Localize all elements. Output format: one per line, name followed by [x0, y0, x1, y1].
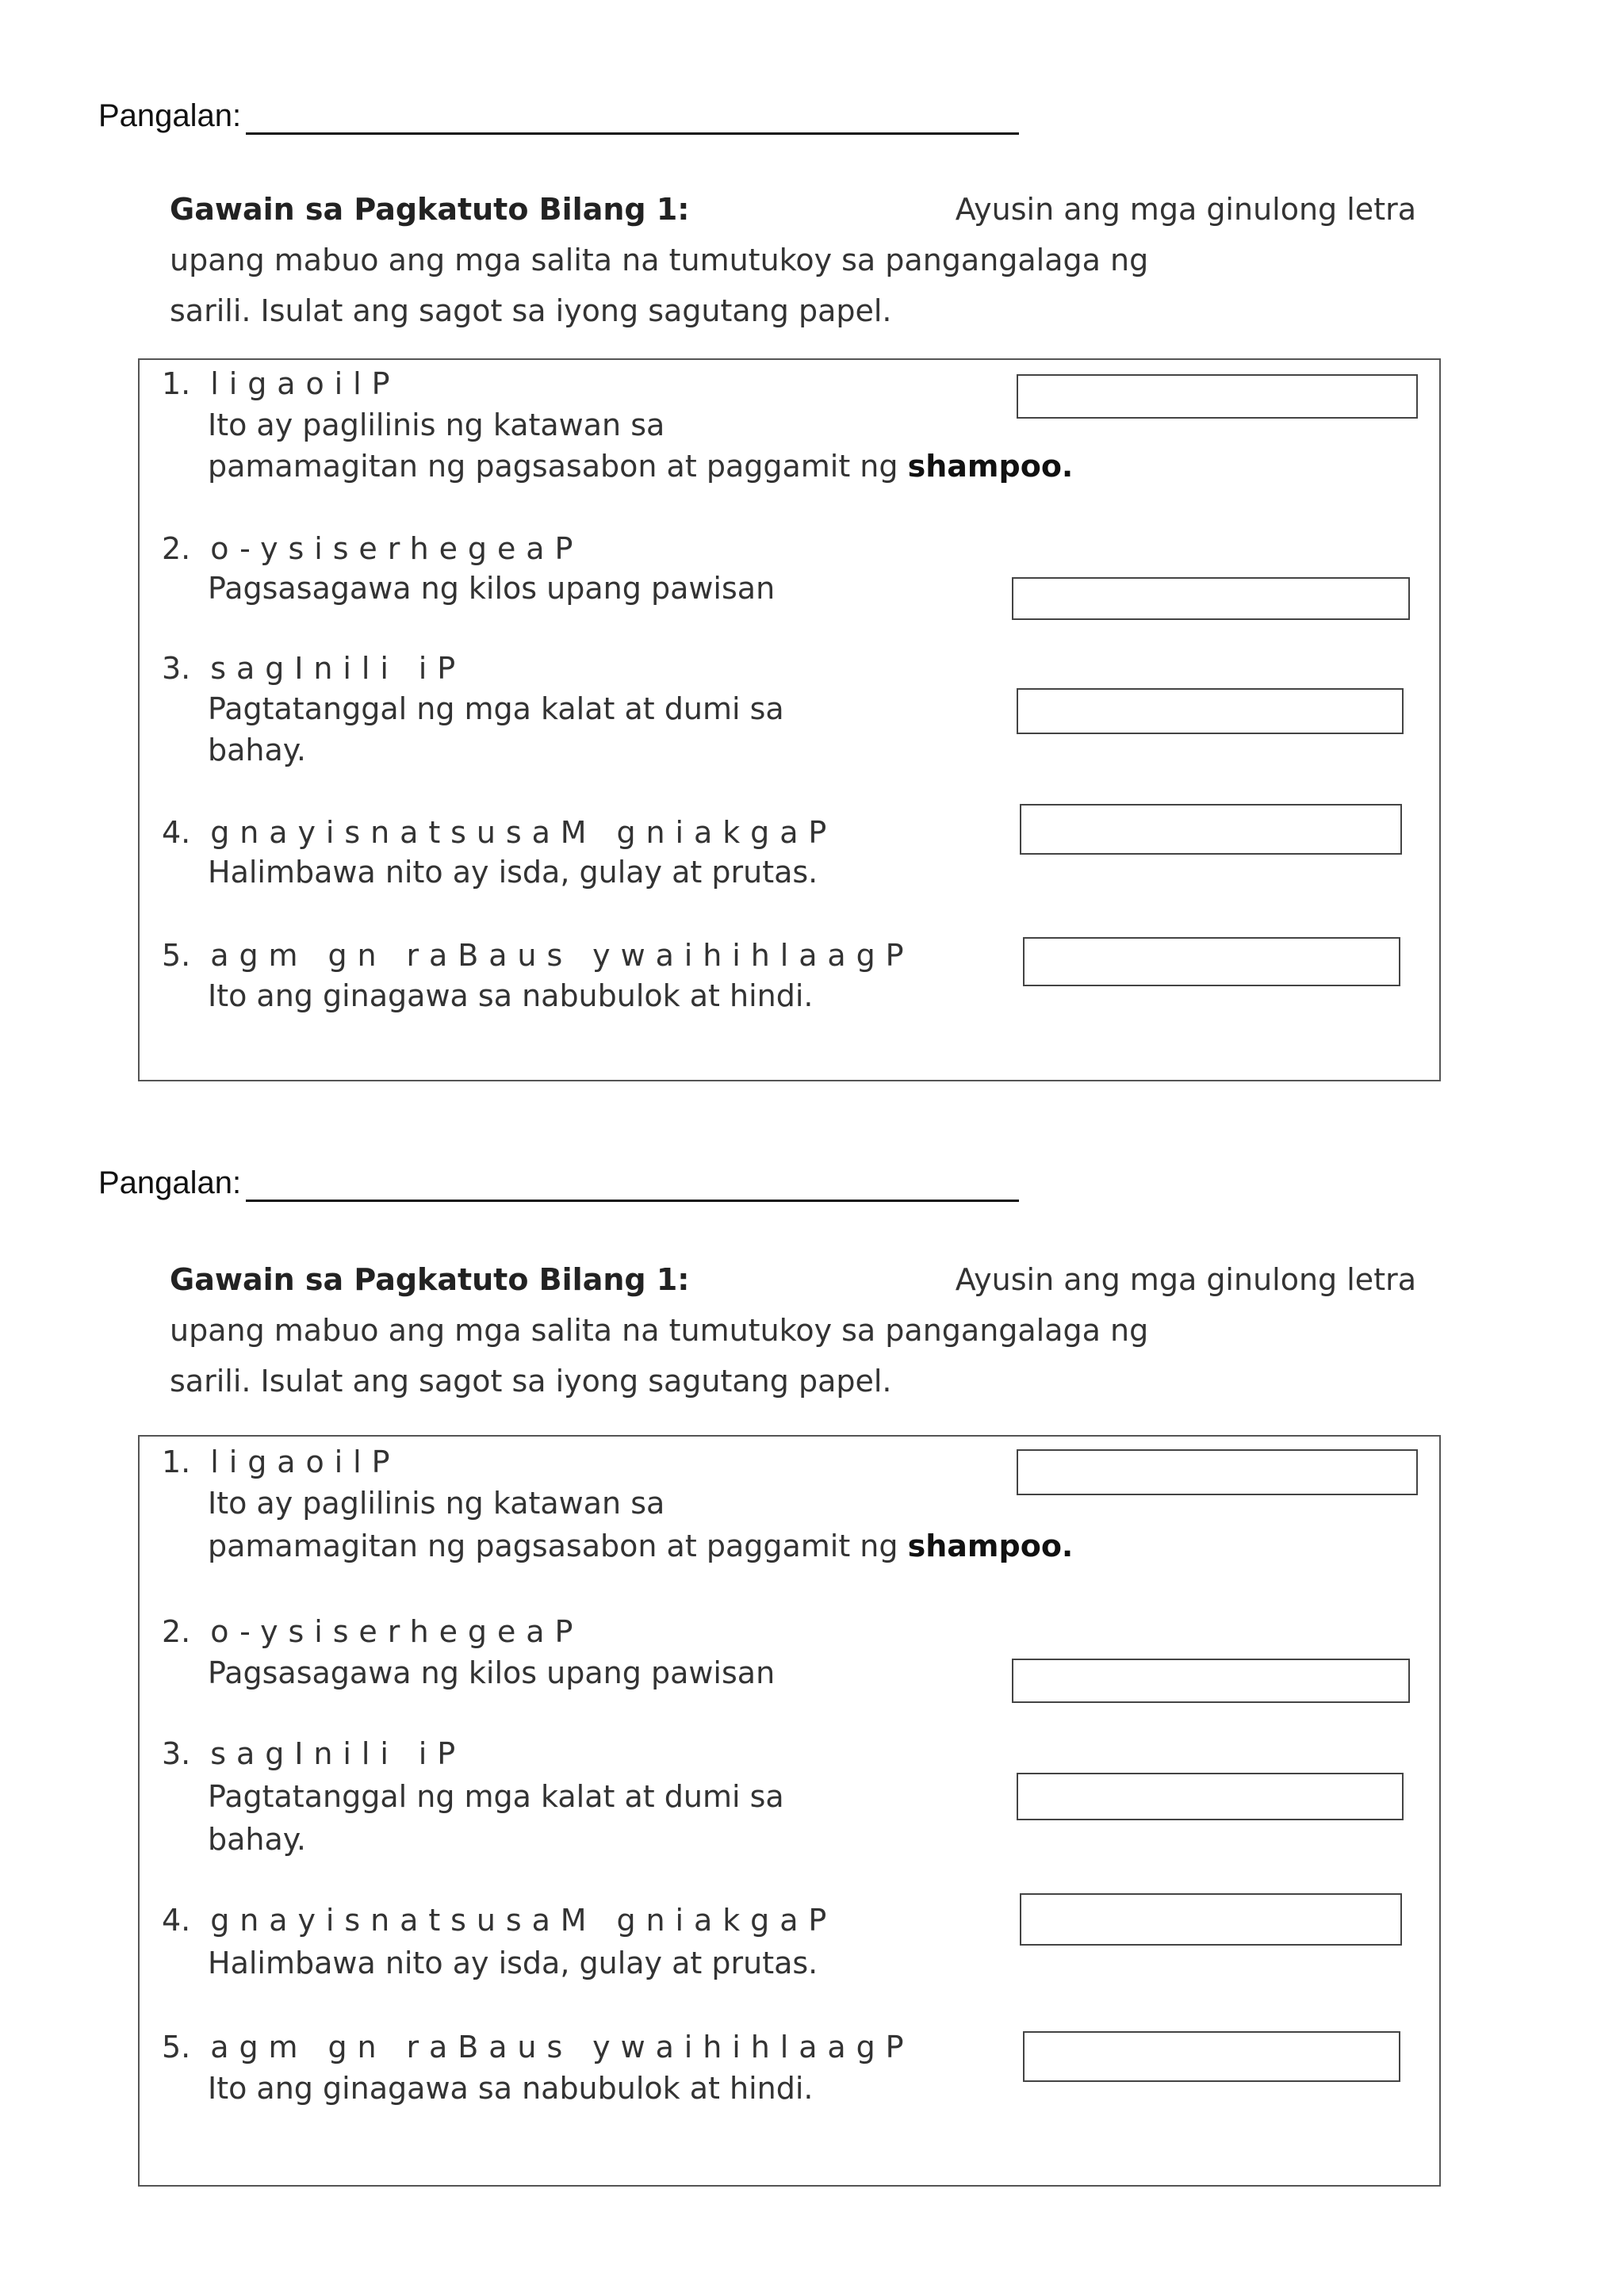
item-3-desc-line-2: bahay.: [208, 733, 306, 767]
instructions: [170, 1254, 1416, 1406]
item-1-desc-line-2: pamamagitan ng pagsasabon at paggamit ng shampoo.: [208, 1529, 1074, 1563]
name-label: Pangalan:: [98, 98, 242, 133]
item-3-answer-box[interactable]: [1017, 688, 1404, 734]
name-label: Pangalan:: [98, 1165, 242, 1200]
activity-title: Gawain sa Pagkatuto Bilang 1:: [170, 1262, 690, 1297]
item-4-scrambled: 4. gnayisnatsusaM gniakgaP: [162, 815, 837, 850]
item-2-desc-line-1: Pagsasagawa ng kilos upang pawisan: [208, 571, 776, 606]
instructions-line-2: upang mabuo ang mga salita na tumutukoy sa pangangalaga ng: [170, 1313, 1149, 1348]
item-4-scrambled: 4. gnayisnatsusaM gniakgaP: [162, 1903, 837, 1938]
name-field-line[interactable]: [246, 1200, 1019, 1202]
item-3-desc-line-1: Pagtatanggal ng mga kalat at dumi sa: [208, 1779, 784, 1814]
item-3-answer-box[interactable]: [1017, 1773, 1404, 1820]
item-5-scrambled: 5. agm gn raBaus ywaihihlaagP: [162, 2030, 914, 2064]
activity-title: Gawain sa Pagkatuto Bilang 1:: [170, 192, 690, 227]
item-2-scrambled: 2. o-ysiserhegeaP: [162, 1614, 584, 1649]
item-1-answer-box[interactable]: [1017, 374, 1418, 419]
instructions-line-1: Ayusin ang mga ginulong letra: [955, 1262, 1416, 1297]
instructions-line-3: sarili. Isulat ang sagot sa iyong sagutang papel.: [170, 1364, 892, 1399]
item-5-desc-line-1: Ito ang ginagawa sa nabubulok at hindi.: [208, 2071, 814, 2106]
item-5-answer-box[interactable]: [1023, 937, 1400, 986]
item-3-desc-line-2: bahay.: [208, 1822, 306, 1857]
item-4-desc-line-1: Halimbawa nito ay isda, gulay at prutas.: [208, 1946, 818, 1980]
item-2-desc-line-1: Pagsasagawa ng kilos upang pawisan: [208, 1655, 776, 1690]
instructions-line-1: Ayusin ang mga ginulong letra: [955, 192, 1416, 227]
item-1-answer-box[interactable]: [1017, 1449, 1418, 1495]
item-3-scrambled: 3. sagInili iP: [162, 651, 466, 686]
item-3-desc-line-1: Pagtatanggal ng mga kalat at dumi sa: [208, 691, 784, 726]
item-5-scrambled: 5. agm gn raBaus ywaihihlaagP: [162, 938, 914, 973]
item-4-answer-box[interactable]: [1020, 804, 1402, 855]
instructions-line-3: sarili. Isulat ang sagot sa iyong sagutang papel.: [170, 293, 892, 328]
item-3-scrambled: 3. sagInili iP: [162, 1736, 466, 1771]
instructions-line-2: upang mabuo ang mga salita na tumutukoy sa pangangalaga ng: [170, 243, 1149, 277]
item-4-answer-box[interactable]: [1020, 1893, 1402, 1946]
item-4-desc-line-1: Halimbawa nito ay isda, gulay at prutas.: [208, 855, 818, 890]
item-1-desc-line-1: Ito ay paglilinis ng katawan sa: [208, 1486, 665, 1521]
item-1-desc-line-2: pamamagitan ng pagsasabon at paggamit ng shampoo.: [208, 449, 1074, 484]
item-2-answer-box[interactable]: [1012, 577, 1410, 620]
name-field-line[interactable]: [246, 132, 1019, 135]
item-1-scrambled: 1. ligaoilP: [162, 366, 400, 401]
item-2-answer-box[interactable]: [1012, 1659, 1410, 1703]
item-2-scrambled: 2. o-ysiserhegeaP: [162, 531, 584, 566]
item-5-answer-box[interactable]: [1023, 2031, 1400, 2082]
item-1-desc-line-1: Ito ay paglilinis ng katawan sa: [208, 408, 665, 442]
item-5-desc-line-1: Ito ang ginagawa sa nabubulok at hindi.: [208, 978, 814, 1013]
instructions: [170, 184, 1416, 336]
item-1-scrambled: 1. ligaoilP: [162, 1445, 400, 1479]
